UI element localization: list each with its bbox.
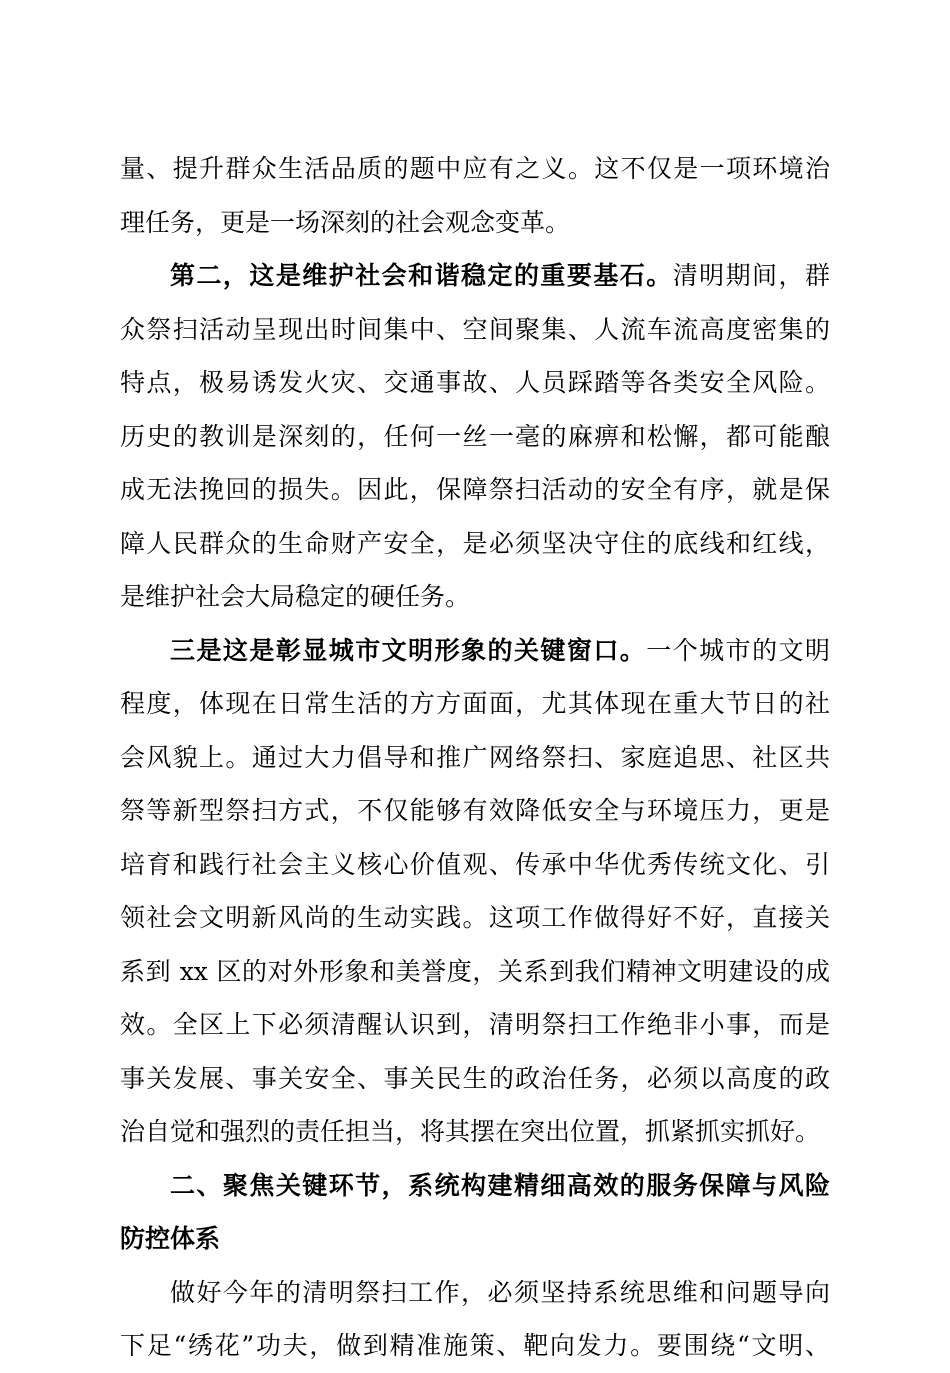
text-line	[120, 249, 830, 303]
text-line: 理任务，更是一场深刻的社会观念变革。	[120, 207, 571, 237]
text-line: 事关发展、事关安全、事关民生的政治任务，必须以高度的政	[120, 1063, 830, 1093]
text-line: 特点，极易诱发火灾、交通事故、人员踩踏等各类安全风险。	[120, 368, 830, 397]
text-line: 治自觉和强烈的责任担当，将其摆在突出位置，抓紧抓实抓好。	[120, 1117, 821, 1146]
text-line: 成无法挽回的损失。因此，保障祭扫活动的安全有序，就是保	[120, 475, 830, 504]
paragraph	[120, 624, 830, 1159]
text-line: 是维护社会大局稳定的硬任务。	[120, 582, 471, 611]
text-line: 会风貌上。通过大力倡导和推广网络祭扫、家庭追思、社区共	[120, 742, 830, 772]
document-body	[120, 142, 830, 1373]
text-line: 程度，体现在日常生活的方方面面，尤其体现在重大节日的社	[120, 689, 830, 718]
paragraph	[120, 1266, 830, 1373]
text-line: 祭等新型祭扫方式，不仅能够有效降低安全与环境压力，更是	[120, 796, 830, 825]
text-line: 做好今年的清明祭扫工作，必须坚持系统思维和问题导向	[170, 1277, 830, 1307]
paragraph-lead: 第二，这是维护社会和谐稳定的重要基石。	[170, 261, 673, 290]
text-run: 清明期间，群	[672, 261, 830, 290]
paragraph-lead: 三是这是彰显城市文明形象的关键窗口。	[170, 635, 647, 665]
text-line: 历史的教训是深刻的，任何一丝一毫的麻痹和松懈，都可能酿	[120, 421, 830, 451]
text-line: 系到 xx 区的对外形象和美誉度，关系到我们精神文明建设的成	[120, 956, 830, 986]
text-line: 领社会文明新风尚的生动实践。这项工作做得好不好，直接关	[120, 903, 830, 932]
text-line: 下足“绣花”功夫，做到精准施策、靶向发力。要围绕“文明、	[120, 1331, 830, 1360]
text-line: 效。全区上下必须清醒认识到，清明祭扫工作绝非小事，而是	[120, 1010, 830, 1039]
text-line: 量、提升群众生活品质的题中应有之义。这不仅是一项环境治	[120, 154, 830, 183]
text-line: 障人民群众的生命财产安全，是必须坚决守住的底线和红线，	[120, 528, 830, 558]
heading-line: 防控体系	[120, 1224, 221, 1253]
paragraph	[120, 249, 830, 624]
text-line: 众祭扫活动呈现出时间集中、空间聚集、人流车流高度密集的	[120, 314, 830, 344]
heading-line: 二、聚焦关键环节，系统构建精细高效的服务保障与风险	[170, 1170, 830, 1200]
paragraph	[120, 142, 830, 249]
section-heading	[120, 1159, 830, 1266]
text-line	[120, 624, 830, 678]
text-line: 培育和践行社会主义核心价值观、传承中华优秀传统文化、引	[120, 849, 830, 879]
text-run: 一个城市的文明	[646, 635, 830, 665]
